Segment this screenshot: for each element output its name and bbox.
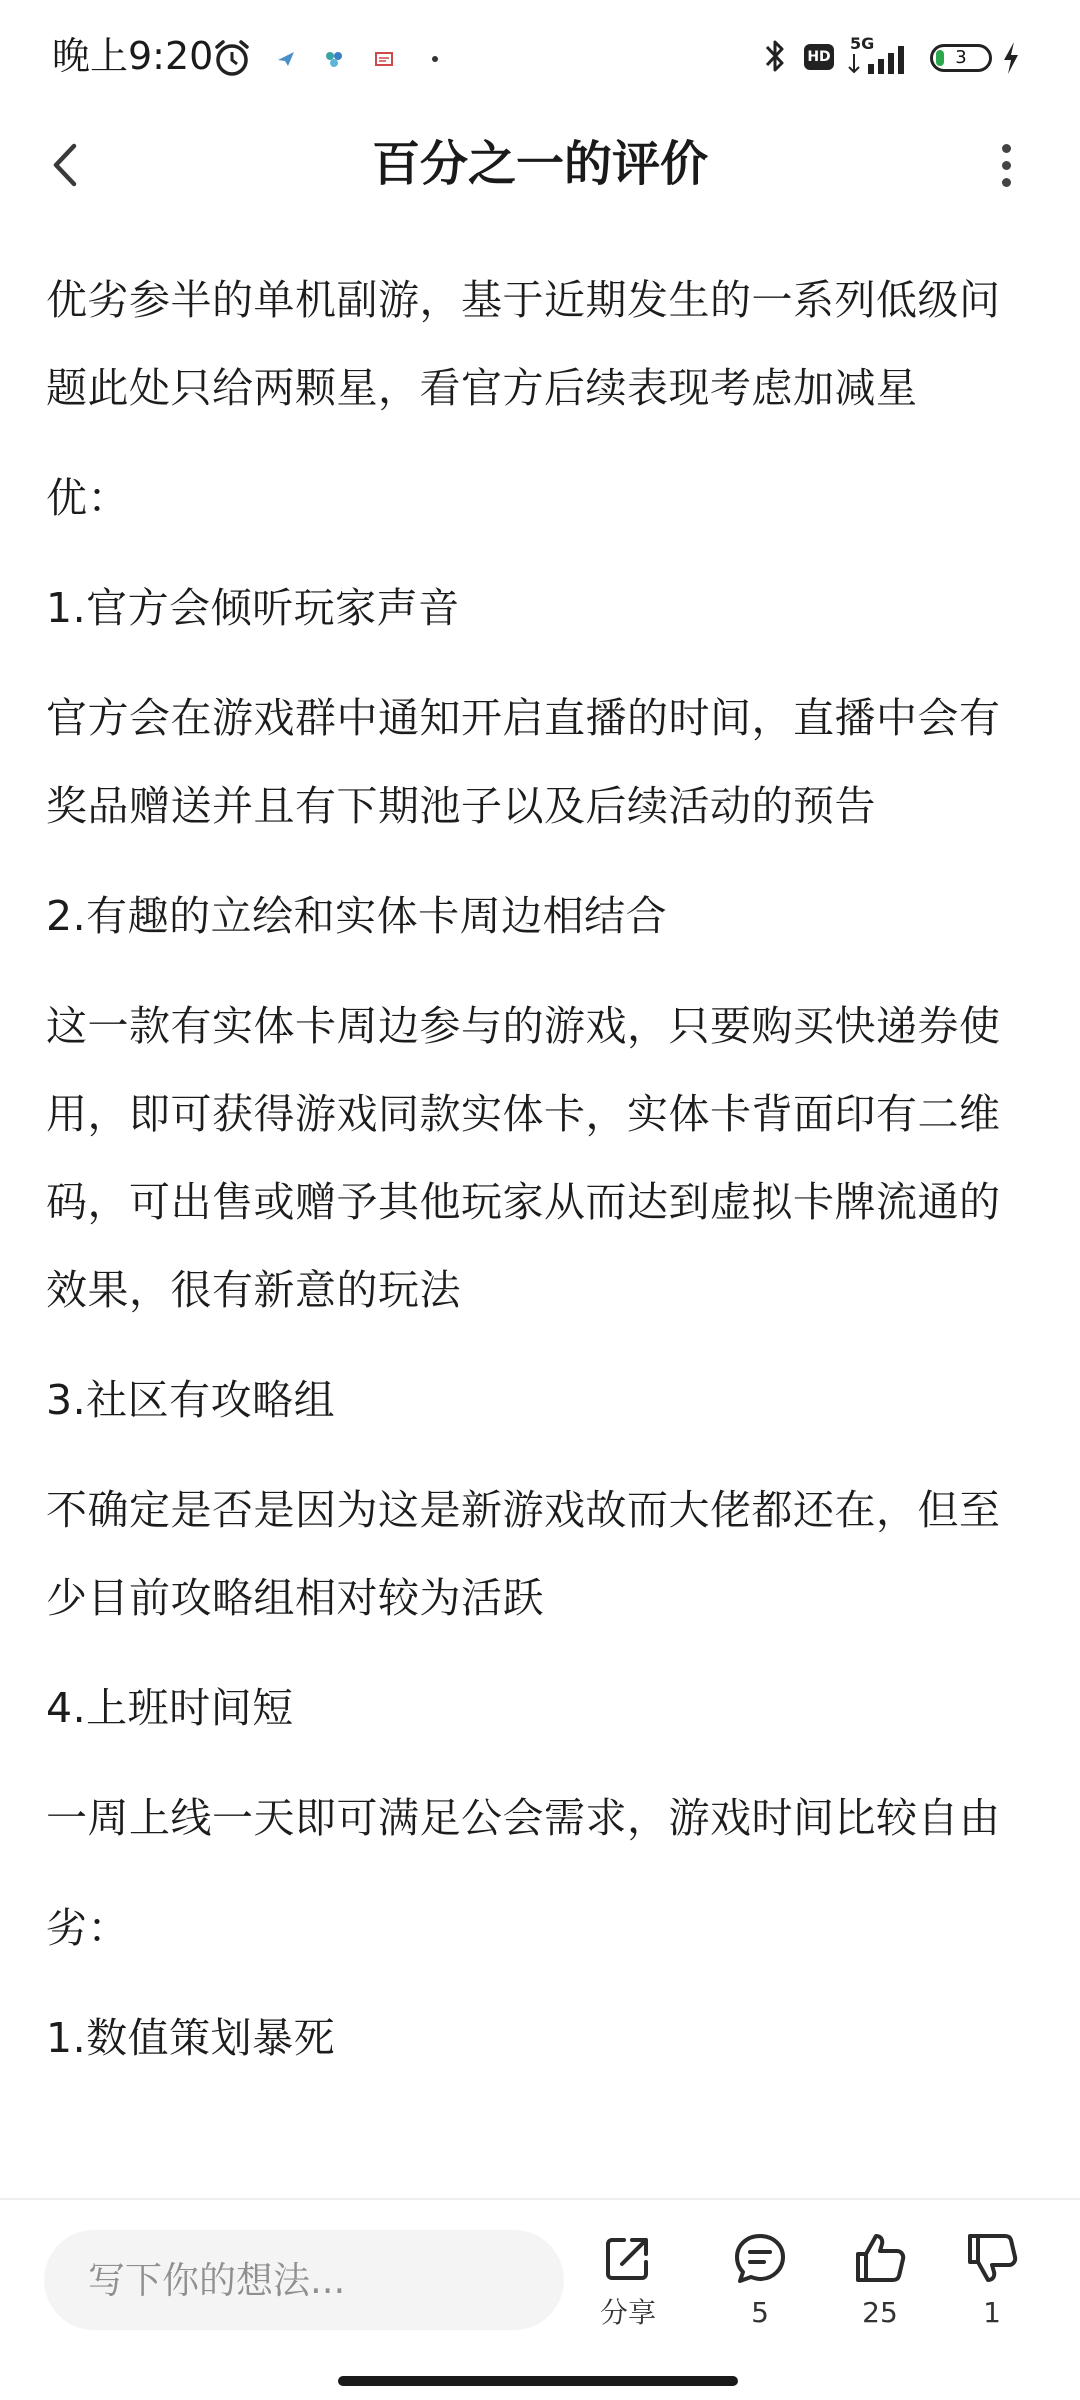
- status-time: 晚上9:20: [52, 34, 214, 78]
- like-button[interactable]: [830, 2230, 930, 2360]
- notification-icon: [324, 50, 344, 68]
- hd-badge: HD: [804, 44, 834, 70]
- app-header: [0, 112, 1080, 216]
- more-options-button[interactable]: [976, 130, 1036, 200]
- comment-count: 5: [751, 2296, 769, 2329]
- alarm-icon: [212, 38, 252, 78]
- comment-input[interactable]: [44, 2230, 564, 2330]
- status-bar: [0, 0, 1080, 112]
- review-paragraph: 一周上线一天即可满足公会需求，游戏时间比较自由: [46, 1794, 1001, 1842]
- thumbs-down-icon: [964, 2230, 1020, 2286]
- notification-icon: [374, 50, 394, 68]
- comment-icon: [732, 2230, 788, 2286]
- review-paragraph: 不确定是否是因为这是新游戏故而大佬都还在，但至少目前攻略组相对较为活跃: [46, 1486, 1001, 1622]
- review-section-heading: 优：: [46, 474, 129, 522]
- review-content: [46, 256, 1036, 2186]
- comment-button[interactable]: [710, 2230, 810, 2360]
- review-paragraph: 优劣参半的单机副游，基于近期发生的一系列低级问题此处只给两颗星，看官方后续表现考虑加减星: [46, 276, 1001, 412]
- review-item-heading: 4.上班时间短: [46, 1684, 294, 1732]
- like-count: 25: [862, 2296, 898, 2329]
- battery-percent: 3: [955, 47, 967, 68]
- charging-icon: [1000, 40, 1022, 76]
- share-icon: [600, 2230, 656, 2286]
- more-vertical-icon: [1002, 161, 1011, 170]
- dislike-button[interactable]: [942, 2230, 1042, 2360]
- review-paragraph: 这一款有实体卡周边参与的游戏，只要购买快递券使用，即可获得游戏同款实体卡，实体卡背面印有二维码，可出售或赠予其他玩家从而达到虚拟卡牌流通的效果，很有新意的玩法: [46, 1002, 1001, 1314]
- share-label: 分享: [599, 2296, 656, 2329]
- review-item-heading: 1.官方会倾听玩家声音: [46, 584, 460, 632]
- page-title: 百分之一的评价: [371, 136, 708, 192]
- more-vertical-icon: [1002, 178, 1011, 187]
- more-vertical-icon: [1002, 144, 1011, 153]
- dislike-count: 1: [983, 2296, 1001, 2329]
- chevron-left-icon: [48, 140, 82, 190]
- network-label: 5G: [850, 34, 875, 53]
- bottom-action-bar: [0, 2198, 1080, 2400]
- bluetooth-icon: [762, 36, 788, 76]
- signal-icon: [846, 44, 916, 74]
- home-indicator[interactable]: [338, 2376, 738, 2386]
- review-item-heading: 3.社区有攻略组: [46, 1376, 336, 1424]
- review-item-heading: 2.有趣的立绘和实体卡周边相结合: [46, 892, 668, 940]
- review-section-heading: 劣：: [46, 1904, 129, 1952]
- more-notifications-dot: [432, 56, 438, 62]
- thumbs-up-icon: [852, 2230, 908, 2286]
- notification-icon: [276, 50, 296, 68]
- review-paragraph: 官方会在游戏群中通知开启直播的时间，直播中会有奖品赠送并且有下期池子以及后续活动的预告: [46, 694, 1001, 830]
- back-button[interactable]: [30, 130, 100, 200]
- share-button[interactable]: [578, 2230, 678, 2360]
- review-item-heading: 1.数值策划暴死: [46, 2014, 336, 2062]
- battery-icon: [930, 44, 992, 72]
